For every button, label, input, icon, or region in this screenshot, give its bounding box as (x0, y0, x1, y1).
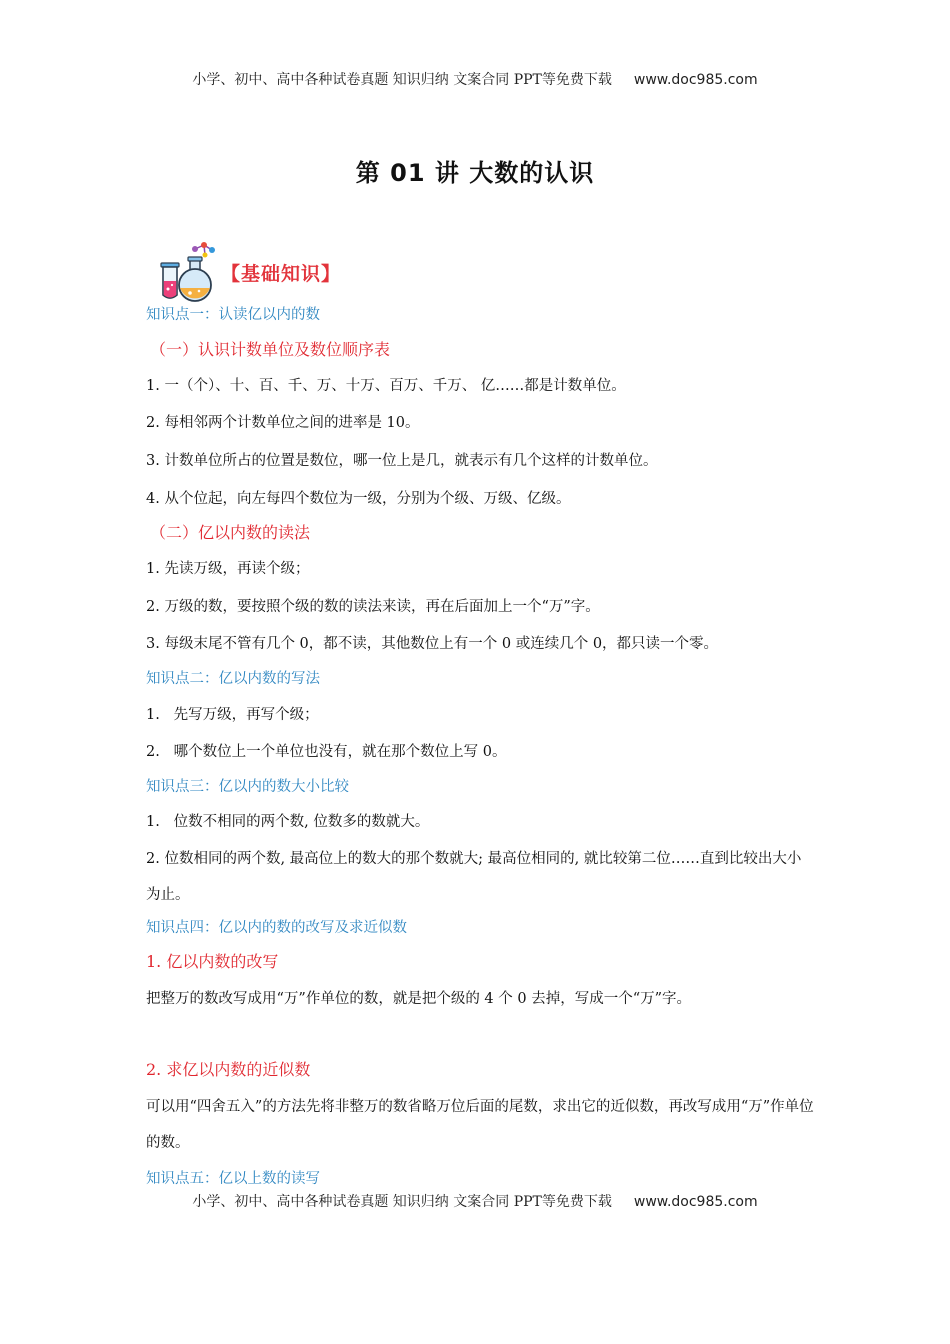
list-item: 2. 每相邻两个计数单位之间的进率是 10。 (146, 415, 420, 431)
kp3-title: 知识点三：亿以内的数大小比较 (146, 779, 349, 795)
page-title: 第 01 讲 大数的认识 (355, 159, 595, 187)
kp1-sub1-title: （一）认识计数单位及数位顺序表 (150, 340, 391, 359)
footer-site-link[interactable]: www.doc985.com (633, 1194, 758, 1210)
kp1-title: 知识点一：认读亿以内的数 (146, 307, 320, 323)
list-item: 2. 哪个数位上一个单位也没有，就在那个数位上写 0。 (146, 744, 507, 760)
list-item: 4. 从个位起，向左每四个数位为一级，分别为个级、万级、亿级。 (146, 491, 571, 507)
list-item: 1. 一（个）、十、百、千、万、十万、百万、千万、 亿……都是计数单位。 (146, 378, 626, 394)
list-item: 1. 位数不相同的两个数, 位数多的数就大。 (146, 814, 430, 830)
kp4-sub1-text: 把整万的数改写成用“万”作单位的数，就是把个级的 4 个 0 去掉，写成一个“万”字。 (146, 991, 692, 1007)
header-text: 小学、初中、高中各种试卷真题 知识归纳 文案合同 PPT等免费下载 (192, 72, 612, 88)
list-item: 2. 位数相同的两个数, 最高位上的数大的那个数就大; 最高位相同的, 就比较第二位……直到比较出大小为止。 (146, 851, 802, 903)
chemistry-flask-icon (157, 241, 219, 303)
list-item: 1. 先写万级，再写个级； (146, 707, 319, 723)
kp4-sub2-title: 2. 求亿以内数的近似数 (146, 1060, 311, 1079)
footer-text: 小学、初中、高中各种试卷真题 知识归纳 文案合同 PPT等免费下载 (192, 1194, 612, 1210)
list-item: 2. 万级的数，要按照个级的数的读法来读，再在后面加上一个“万”字。 (146, 599, 600, 615)
kp4-sub2-text: 可以用“四舍五入”的方法先将非整万的数省略万位后面的尾数，求出它的近似数，再改写成用“万”作单位的数。 (146, 1099, 814, 1151)
kp1-sub2-title: （二）亿以内数的读法 (150, 523, 311, 542)
kp4-title: 知识点四：亿以内的数的改写及求近似数 (146, 920, 407, 936)
kp5-title: 知识点五：亿以上数的读写 (146, 1171, 320, 1187)
list-item: 3. 每级末尾不管有几个 0，都不读，其他数位上有一个 0 或连续几个 0，都只读一个零。 (146, 636, 719, 652)
page-footer (0, 1191, 950, 1211)
list-item: 1. 先读万级，再读个级； (146, 561, 310, 577)
basics-label: 【基础知识】 (221, 262, 342, 285)
header-site-link[interactable]: www.doc985.com (633, 72, 758, 88)
basics-section-heading (157, 240, 341, 304)
page-header (0, 69, 950, 89)
kp4-sub1-title: 1. 亿以内数的改写 (146, 952, 279, 971)
list-item: 3. 计数单位所占的位置是数位，哪一位上是几，就表示有几个这样的计数单位。 (146, 453, 658, 469)
kp2-title: 知识点二：亿以内数的写法 (146, 671, 320, 687)
